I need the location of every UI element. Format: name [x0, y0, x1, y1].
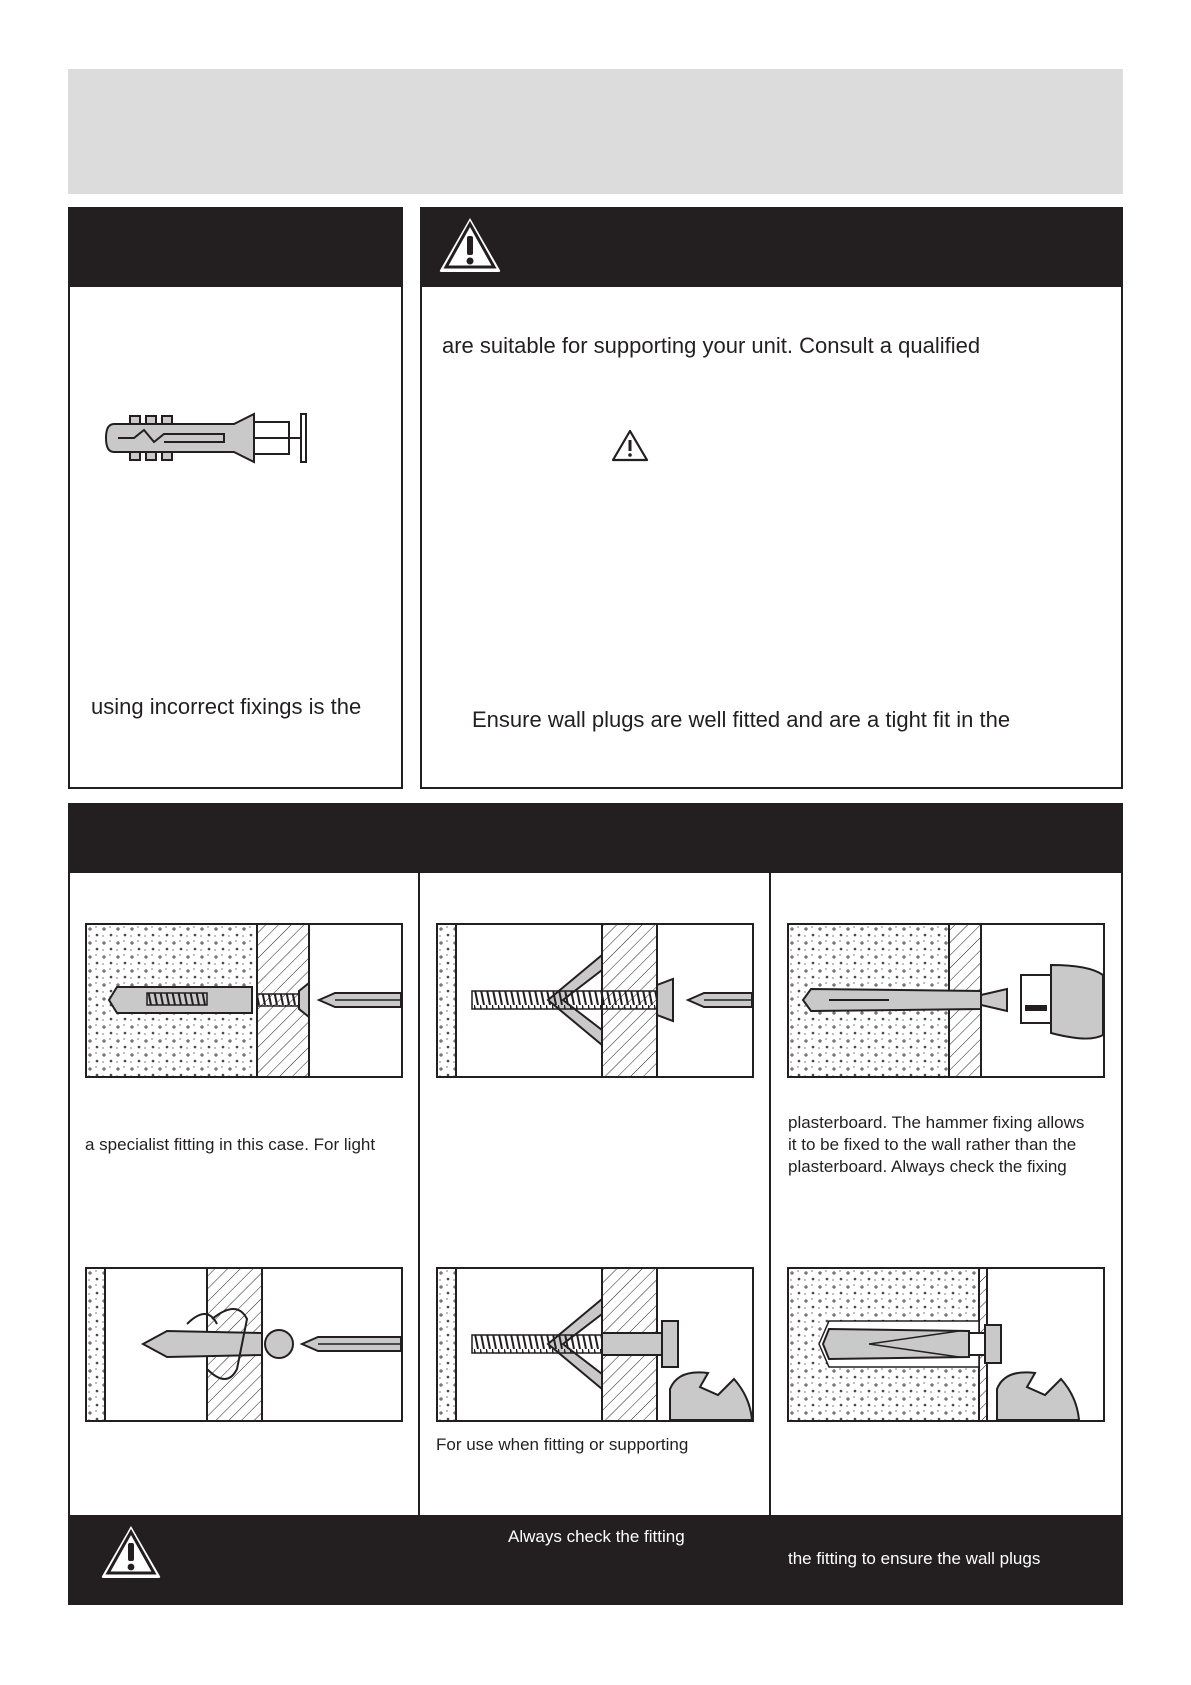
fixing-diagram-solid-wall — [85, 923, 403, 1078]
fixing-diagram-hammer-fixing — [787, 923, 1105, 1078]
warning-inline-icon — [610, 428, 650, 464]
warning-panel — [420, 207, 1123, 789]
title-band — [68, 69, 1123, 194]
footer-text-2: the fitting to ensure the wall plugs — [788, 1549, 1041, 1568]
fixing-diagram-sleeve-anchor — [787, 1267, 1105, 1422]
fixing-caption-col-3-line-3: plasterboard. Always check the fixing — [788, 1157, 1067, 1176]
fixing-diagram-plasterboard-screw — [85, 1267, 403, 1422]
fixings-panel-header — [68, 803, 1123, 873]
footer-text-1: Always check the fitting — [508, 1527, 685, 1546]
column-divider — [769, 873, 771, 1515]
wall-plug-panel-header — [68, 207, 403, 287]
warning-text-line-2: Ensure wall plugs are well fitted and are a tight fit in the — [472, 707, 1011, 732]
fixing-diagram-cavity-bolt — [436, 1267, 754, 1422]
warning-panel-header — [420, 207, 1123, 287]
wall-plug-icon — [104, 412, 314, 464]
warning-triangle-icon — [98, 1521, 164, 1581]
fixing-caption-col-1: a specialist fitting in this case. For light — [85, 1135, 376, 1154]
fixing-caption-col-3-line-2: it to be fixed to the wall rather than the — [788, 1135, 1077, 1154]
warning-text-line-1: are suitable for supporting your unit. Consult a qualified — [442, 333, 981, 358]
fixing-caption-col-2-bottom: For use when fitting or supporting — [436, 1435, 689, 1454]
fixing-diagram-cavity-screw — [436, 923, 754, 1078]
warning-triangle-icon — [435, 212, 505, 276]
column-divider — [418, 873, 420, 1515]
left-panel-text: using incorrect fixings is the — [91, 694, 362, 719]
fixing-caption-col-3-line-1: plasterboard. The hammer fixing allows — [788, 1113, 1085, 1132]
